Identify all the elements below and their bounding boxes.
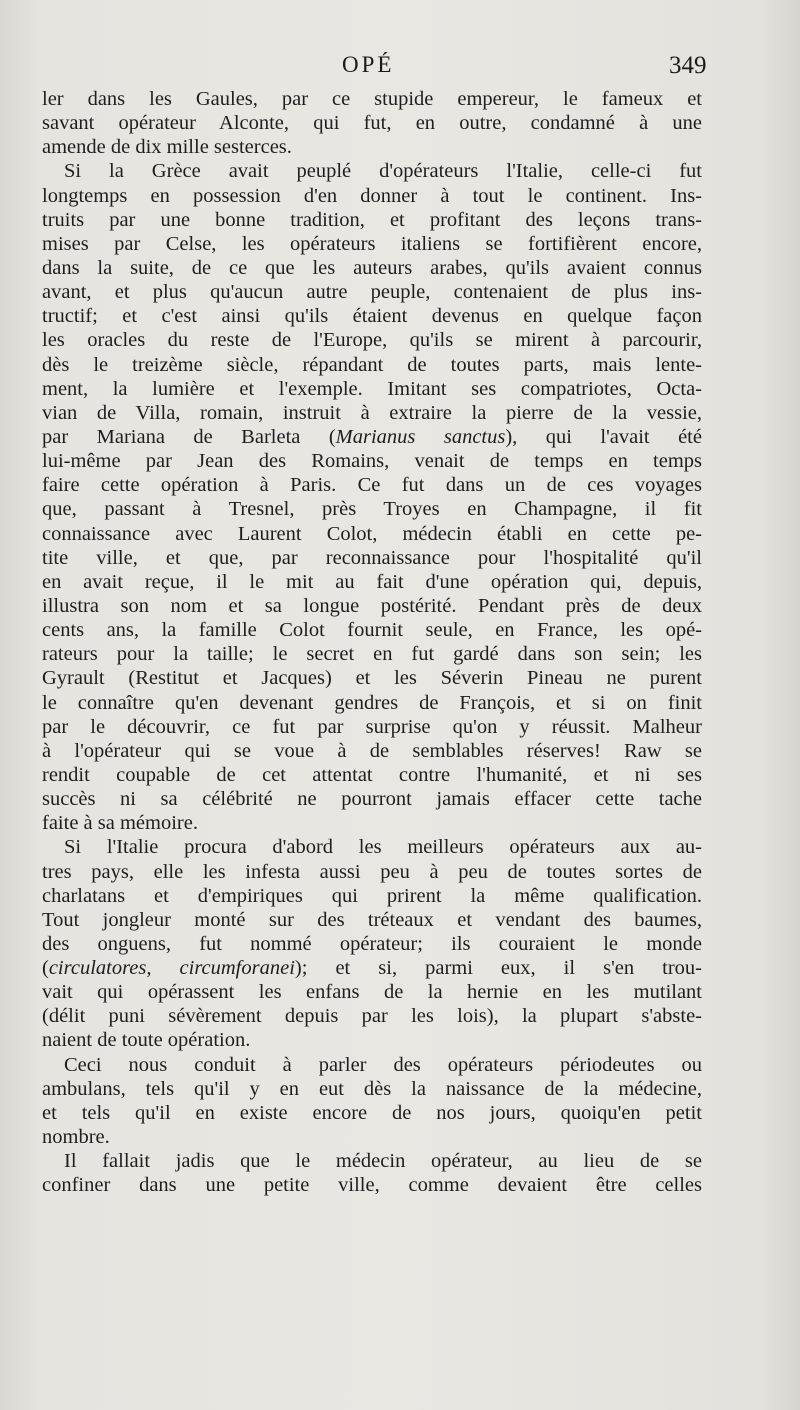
text-segment: ), qui l'avait été [505, 425, 702, 448]
text-segment: ); et si, parmi eux, il s'en trou- [294, 957, 702, 980]
text-line [42, 1004, 702, 1028]
text-line [42, 715, 702, 739]
text-segment: en avait reçue, il le mit au fait d'une opération qui, depuis, [42, 570, 702, 593]
text-segment: à l'opérateur qui se voue à de semblables réserves! Raw se [42, 739, 702, 762]
italic-text: circulatores, circumforanei [48, 957, 295, 980]
text-segment: par Mariana de Barleta ( [42, 425, 336, 448]
text-line [42, 135, 702, 159]
text-segment: tite ville, et que, par reconnaissance pour l'hospitalité qu'il [42, 546, 702, 569]
text-segment: amende de dix mille sesterces. [42, 136, 292, 159]
text-segment: faite à sa mémoire. [42, 812, 198, 835]
text-segment: rendit coupable de cet attentat contre l'humanité, et ni ses [42, 763, 702, 786]
text-segment: Tout jongleur monté sur des tréteaux et vendant des baumes, [42, 908, 702, 931]
text-segment: naient de toute opération. [42, 1029, 251, 1052]
text-segment: cents ans, la famille Colot fournit seule, en France, les opé- [42, 619, 702, 642]
text-segment: confiner dans une petite ville, comme devaient être celles [42, 1174, 702, 1197]
text-segment: (délit puni sévèrement depuis par les lois), la plupart s'abste- [42, 1005, 702, 1028]
text-line [42, 642, 702, 666]
text-line [42, 594, 702, 618]
page-number: 349 [669, 52, 707, 79]
text-line [42, 618, 702, 642]
text-line [42, 1173, 702, 1197]
text-segment: nombre. [42, 1126, 110, 1149]
text-segment: ambulans, tels qu'il y en eut dès la naissance de la médecine, [42, 1077, 702, 1100]
text-segment: vian de Villa, romain, instruit à extraire la pierre de la vessie, [42, 401, 702, 424]
text-segment: le connaître qu'en devenant gendres de François, et si on finit [42, 691, 702, 714]
text-line [42, 401, 702, 425]
text-segment: faire cette opération à Paris. Ce fut dans un de ces voyages [42, 474, 702, 497]
text-line [42, 787, 702, 811]
text-segment: Si l'Italie procura d'abord les meilleurs opérateurs aux au- [64, 836, 702, 859]
text-line [42, 739, 702, 763]
text-line [42, 208, 702, 232]
text-line [42, 1125, 702, 1149]
text-segment: tructif; et c'est ainsi qu'ils étaient devenus en quelque façon [42, 305, 702, 328]
text-line [42, 377, 702, 401]
text-line [42, 425, 702, 449]
text-segment: connaissance avec Laurent Colot, médecin établi en cette pe- [42, 522, 702, 545]
text-line [42, 304, 702, 328]
text-line [42, 932, 702, 956]
text-line [42, 884, 702, 908]
running-head-title: OPÉ [342, 52, 395, 77]
text-segment: vait qui opérassent les enfans de la hernie en les mutilant [42, 981, 702, 1004]
text-line [42, 546, 702, 570]
text-segment: Si la Grèce avait peuplé d'opérateurs l'Italie, celle-ci fut [64, 160, 702, 183]
text-segment: ( [42, 957, 49, 980]
text-line [42, 449, 702, 473]
text-line [42, 763, 702, 787]
text-line [42, 1101, 702, 1125]
text-line [42, 184, 702, 208]
text-line [42, 956, 702, 980]
text-segment: truits par une bonne tradition, et profitant des leçons trans- [42, 208, 702, 231]
text-segment: par le découvrir, ce fut par surprise qu'on y réussit. Malheur [42, 715, 702, 738]
text-segment: les oracles du reste de l'Europe, qu'ils se mirent à parcourir, [42, 329, 702, 352]
text-segment: dès le treizème siècle, répandant de toutes parts, mais lente- [42, 353, 702, 376]
text-line [42, 860, 702, 884]
text-line [42, 159, 702, 183]
text-line [42, 328, 702, 352]
text-segment: Ceci nous conduit à parler des opérateurs périodeutes ou [64, 1053, 702, 1076]
text-line [42, 980, 702, 1004]
text-segment: savant opérateur Alconte, qui fut, en outre, condamné à une [42, 112, 702, 135]
text-line [42, 232, 702, 256]
text-segment: charlatans et d'empiriques qui prirent la même qualification. [42, 884, 702, 907]
text-segment: mises par Celse, les opérateurs italiens se fortifièrent encore, [42, 232, 702, 255]
text-line [42, 256, 702, 280]
text-line [42, 497, 702, 521]
text-segment: rateurs pour la taille; le secret en fut gardé dans son sein; les [42, 643, 702, 666]
text-line [42, 522, 702, 546]
text-line [42, 1028, 702, 1052]
text-segment: succès ni sa célébrité ne pourront jamais effacer cette tache [42, 788, 702, 811]
text-line [42, 353, 702, 377]
text-line [42, 1077, 702, 1101]
text-line [42, 1053, 702, 1077]
text-line [42, 908, 702, 932]
text-segment: ler dans les Gaules, par ce stupide empereur, le fameux et [42, 88, 702, 110]
text-line [42, 691, 702, 715]
text-line [42, 280, 702, 304]
text-segment: longtemps en possession d'en donner à tout le continent. Ins- [42, 184, 702, 207]
text-line [42, 87, 702, 111]
text-segment: tres pays, elle les infesta aussi peu à peu de toutes sortes de [42, 860, 702, 883]
text-segment: avant, et plus qu'aucun autre peuple, contenaient de plus ins- [42, 281, 702, 304]
text-segment: Il fallait jadis que le médecin opérateur, au lieu de se [64, 1150, 702, 1173]
text-segment: que, passant à Tresnel, près Troyes en Champagne, il fit [42, 498, 702, 521]
body-text [42, 87, 702, 1197]
text-segment: illustra son nom et sa longue postérité. Pendant près de deux [42, 594, 702, 617]
text-segment: dans la suite, de ce que les auteurs arabes, qu'ils avaient connus [42, 256, 702, 279]
text-line [42, 835, 702, 859]
text-line [42, 811, 702, 835]
text-line [42, 473, 702, 497]
text-segment: ment, la lumière et l'exemple. Imitant ses compatriotes, Octa- [42, 377, 702, 400]
text-segment: des onguens, fut nommé opérateur; ils couraient le monde [42, 932, 702, 955]
text-segment: Gyrault (Restitut et Jacques) et les Séverin Pineau ne purent [42, 667, 702, 690]
text-line [42, 1149, 702, 1173]
italic-text: Marianus sanctus [335, 425, 506, 448]
running-head [0, 52, 800, 82]
text-line [42, 111, 702, 135]
text-segment: lui-même par Jean des Romains, venait de temps en temps [42, 450, 702, 473]
text-line [42, 666, 702, 690]
text-segment: et tels qu'il en existe encore de nos jours, quoiqu'en petit [42, 1101, 702, 1124]
text-line [42, 570, 702, 594]
